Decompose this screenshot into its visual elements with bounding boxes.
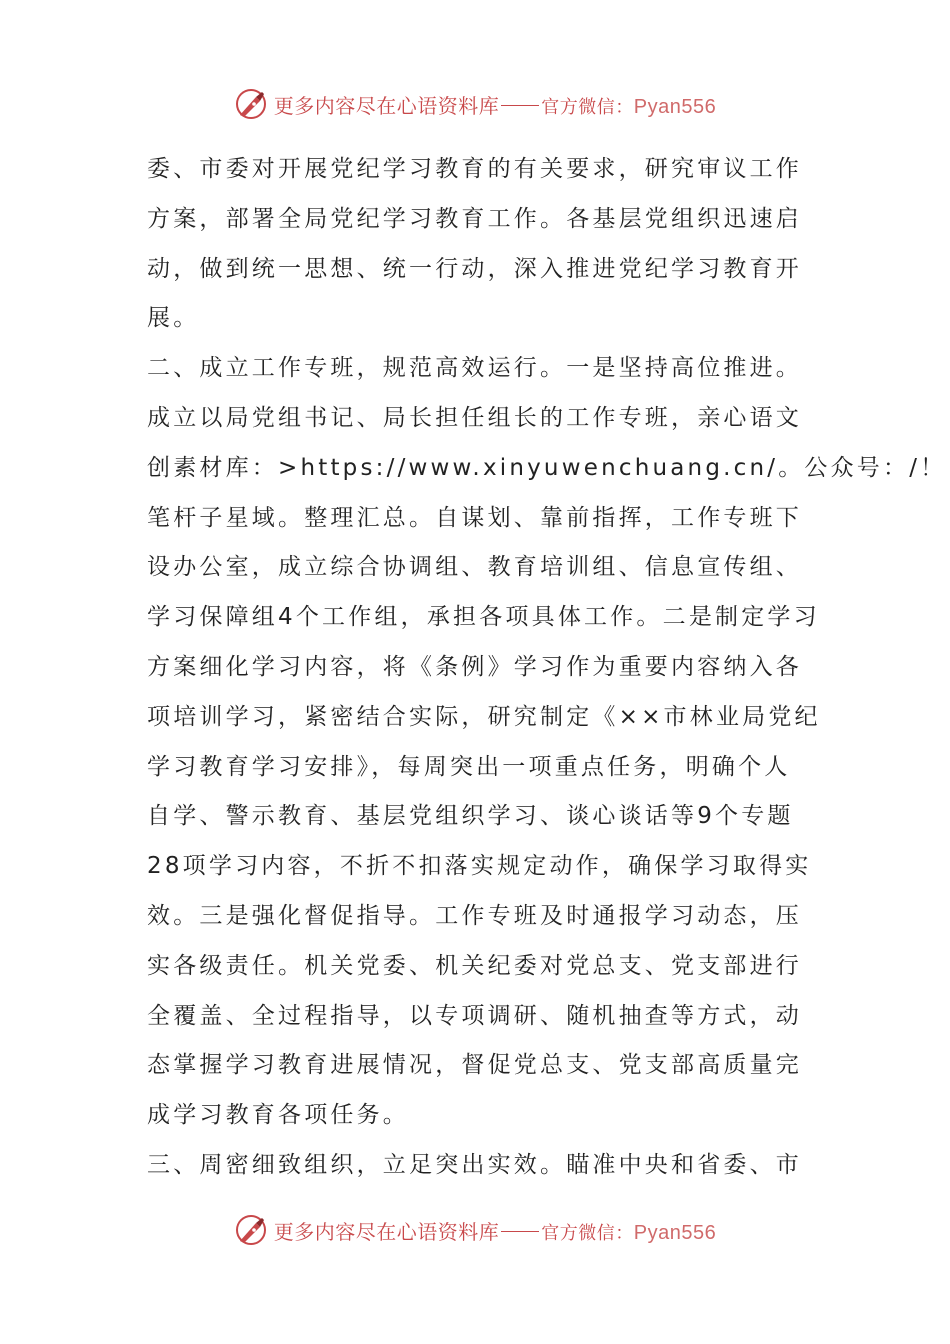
body-line: 方案，部署全局党纪学习教育工作。各基层党组织迅速启 bbox=[147, 205, 802, 232]
body-line: 自学、警示教育、基层党组织学习、谈心谈话等9个专题 bbox=[147, 803, 794, 830]
header-banner-inner bbox=[234, 87, 716, 121]
body-line: 成立以局党组书记、局长担任组长的工作专班，亲心语文 bbox=[147, 404, 802, 431]
header-wechat-id: Pyan556 bbox=[633, 95, 717, 118]
body-line: 态掌握学习教育进展情况，督促党总支、党支部高质量完 bbox=[147, 1052, 802, 1079]
pen-nib-circle-logo-icon bbox=[234, 1213, 268, 1247]
body-line: 成学习教育各项任务。 bbox=[147, 1102, 409, 1129]
body-line: 动，做到统一思想、统一行动，深入推进党纪学习教育开 bbox=[147, 255, 802, 282]
body-line: 28项学习内容，不折不扣落实规定动作，确保学习取得实 bbox=[147, 853, 812, 880]
header-site-text: 更多内容尽在心语资料库 bbox=[273, 93, 500, 118]
body-line: 二、成立工作专班，规范高效运行。一是坚持高位推进。 bbox=[147, 355, 802, 382]
header-dash bbox=[501, 105, 539, 106]
footer-banner-text bbox=[274, 1216, 716, 1245]
body-line: 笔杆子星域。整理汇总。自谋划、靠前指挥，工作专班下 bbox=[147, 504, 802, 531]
body-line: 设办公室，成立综合协调组、教育培训组、信息宣传组、 bbox=[147, 554, 802, 581]
body-line: 效。三是强化督促指导。工作专班及时通报学习动态，压 bbox=[147, 902, 802, 929]
body-line: 学习教育学习安排》，每周突出一项重点任务，明确个人 bbox=[147, 753, 791, 780]
body-line: 学习保障组4个工作组，承担各项具体工作。二是制定学习 bbox=[147, 604, 820, 631]
body-line: 三、周密细致组织，立足突出实效。瞄准中央和省委、市 bbox=[147, 1151, 802, 1178]
body-line: 展。 bbox=[147, 305, 200, 332]
footer-official-text: 官方微信： bbox=[541, 1222, 634, 1244]
header-banner-text bbox=[274, 90, 716, 119]
footer-wechat-id: Pyan556 bbox=[633, 1221, 717, 1244]
footer-dash bbox=[501, 1231, 539, 1232]
body-line: 全覆盖、全过程指导，以专项调研、随机抽查等方式，动 bbox=[147, 1002, 802, 1029]
body-line: 委、市委对开展党纪学习教育的有关要求，研究审议工作 bbox=[147, 156, 802, 182]
footer-banner bbox=[0, 1210, 950, 1250]
document-body bbox=[147, 145, 947, 1191]
body-line: 方案细化学习内容，将《条例》学习作为重要内容纳入各 bbox=[147, 653, 802, 680]
body-line-url: 创素材库：>https://www.xinyuwenchuang.cn/。公众号：/！ bbox=[147, 454, 947, 481]
body-line: 实各级责任。机关党委、机关纪委对党总支、党支部进行 bbox=[147, 952, 802, 979]
header-banner bbox=[0, 84, 950, 124]
header-official-text: 官方微信： bbox=[541, 96, 634, 118]
footer-banner-inner bbox=[234, 1213, 716, 1247]
body-line: 项培训学习，紧密结合实际，研究制定《××市林业局党纪 bbox=[147, 703, 821, 730]
footer-site-text: 更多内容尽在心语资料库 bbox=[273, 1219, 500, 1244]
pen-nib-circle-logo-icon bbox=[234, 87, 268, 121]
